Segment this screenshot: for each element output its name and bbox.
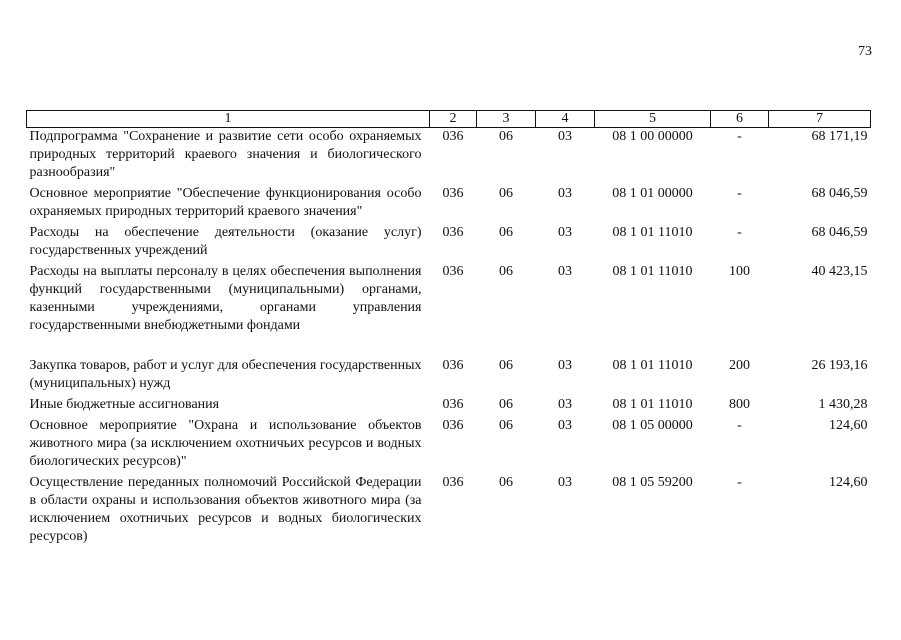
column-header: 2: [430, 111, 477, 128]
cell-subsection: 03: [558, 358, 572, 373]
table-row: [27, 260, 871, 335]
cell-section: 06: [499, 475, 513, 490]
table-row: [27, 221, 871, 260]
table-row: [27, 471, 871, 546]
cell-subsection: 03: [558, 129, 572, 144]
cell-target: 08 1 01 00000: [612, 186, 693, 201]
cell-subsection: 03: [558, 475, 572, 490]
cell-target: 08 1 05 00000: [612, 418, 693, 433]
column-header: 6: [711, 111, 769, 128]
row-name: Расходы на выплаты персоналу в целях обеспечения выполнения функций государственными (муниципальными) органами, казенными учреждениями, органами управления государственными внебюджетными фондами: [29, 264, 422, 333]
table-header-row: [27, 111, 871, 128]
cell-section: 06: [499, 129, 513, 144]
row-name: Основное мероприятие "Обеспечение функционирования особо охраняемых природных территорий краевого значения": [29, 186, 422, 219]
cell-code: 036: [442, 129, 464, 144]
cell-code: 036: [442, 475, 464, 490]
cell-amount: 68 046,59: [811, 225, 868, 240]
cell-amount: 26 193,16: [811, 358, 868, 373]
cell-section: 06: [499, 397, 513, 412]
cell-code: 036: [442, 397, 464, 412]
cell-amount: 68 046,59: [811, 186, 868, 201]
cell-target: 08 1 00 00000: [612, 129, 693, 144]
cell-section: 06: [499, 418, 513, 433]
cell-code: 036: [442, 358, 464, 373]
cell-amount: 68 171,19: [811, 129, 868, 144]
cell-amount: 124,60: [829, 418, 868, 433]
column-header: 3: [477, 111, 536, 128]
cell-target: 08 1 01 11010: [612, 264, 693, 279]
column-header: 5: [595, 111, 711, 128]
cell-subsection: 03: [558, 186, 572, 201]
cell-target: 08 1 05 59200: [612, 475, 693, 490]
cell-expense-type: -: [737, 186, 742, 201]
cell-code: 036: [442, 225, 464, 240]
cell-target: 08 1 01 11010: [612, 225, 693, 240]
cell-target: 08 1 01 11010: [612, 358, 693, 373]
cell-subsection: 03: [558, 225, 572, 240]
column-header: 7: [769, 111, 871, 128]
cell-code: 036: [442, 418, 464, 433]
cell-expense-type: 100: [729, 264, 750, 279]
table-row: [27, 393, 871, 414]
cell-target: 08 1 01 11010: [612, 397, 693, 412]
cell-subsection: 03: [558, 418, 572, 433]
cell-expense-type: 200: [729, 358, 750, 373]
budget-table: [26, 110, 871, 546]
column-header: 1: [27, 111, 430, 128]
cell-code: 036: [442, 264, 464, 279]
cell-amount: 1 430,28: [818, 397, 868, 412]
cell-code: 036: [442, 186, 464, 201]
cell-section: 06: [499, 358, 513, 373]
table-row: [27, 414, 871, 471]
row-name: Расходы на обеспечение деятельности (оказание услуг) государственных учреждений: [29, 225, 422, 258]
cell-expense-type: 800: [729, 397, 750, 412]
row-name: Подпрограмма "Сохранение и развитие сети особо охраняемых природных территорий краевого значения и биологического разнообразия": [29, 129, 422, 180]
cell-section: 06: [499, 225, 513, 240]
cell-expense-type: -: [737, 475, 742, 490]
cell-amount: 40 423,15: [811, 264, 868, 279]
table-row: [27, 128, 871, 183]
cell-section: 06: [499, 186, 513, 201]
row-name: Закупка товаров, работ и услуг для обеспечения государственных (муниципальных) нужд: [29, 358, 422, 391]
table-row: [27, 182, 871, 221]
cell-subsection: 03: [558, 397, 572, 412]
cell-expense-type: -: [737, 418, 742, 433]
row-name: Осуществление переданных полномочий Российской Федерации в области охраны и использования объектов животного мира (за исключением охотничьих ресурсов и водных биологических ресурсов): [29, 475, 422, 544]
cell-amount: 124,60: [829, 475, 868, 490]
column-header: 4: [536, 111, 595, 128]
cell-subsection: 03: [558, 264, 572, 279]
row-name: Основное мероприятие "Охрана и использование объектов животного мира (за исключением охотничьих ресурсов и водных биологических ресурсов)": [29, 418, 422, 469]
cell-expense-type: -: [737, 129, 742, 144]
row-name: Иные бюджетные ассигнования: [29, 397, 220, 412]
cell-section: 06: [499, 264, 513, 279]
cell-expense-type: -: [737, 225, 742, 240]
table-row: [27, 335, 871, 393]
page-number: 73: [858, 44, 872, 59]
